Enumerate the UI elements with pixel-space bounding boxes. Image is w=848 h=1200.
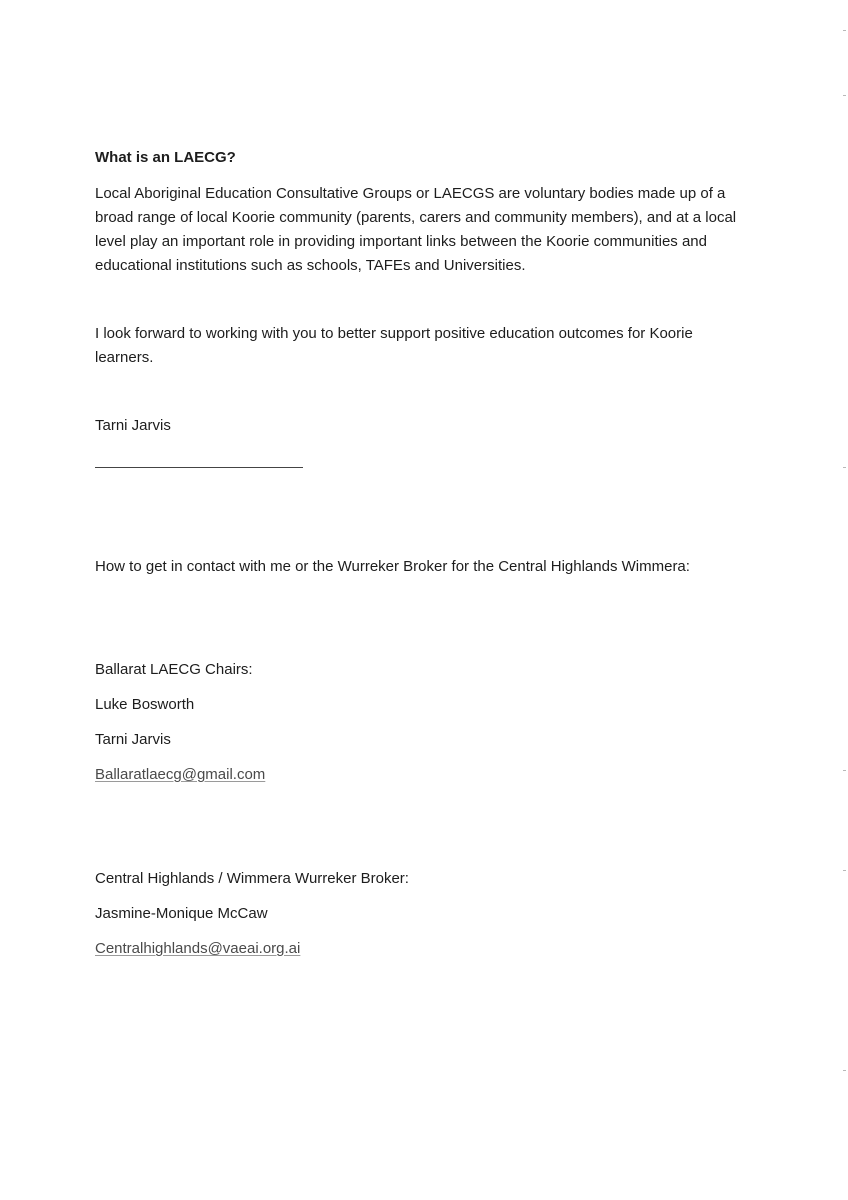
laecg-description-paragraph: Local Aboriginal Education Consultative Groups or LAECGS are voluntary bodies made up of a broad range of local Koorie community (parents, carers and community members), and at a local level play an important role in providing important links between the Koorie communities and educational institutions such as schools, TAFEs and Universities. bbox=[95, 185, 737, 274]
ballarat-email-link[interactable]: Ballaratlaecg@gmail.com bbox=[95, 766, 266, 783]
broker-name: Jasmine-Monique McCaw bbox=[95, 905, 268, 922]
ballarat-chair-name: Luke Bosworth bbox=[95, 696, 195, 713]
scan-edge-mark bbox=[843, 30, 846, 31]
scan-edge-mark bbox=[843, 870, 846, 871]
broker-email-link[interactable]: Centralhighlands@vaeai.org.ai bbox=[95, 940, 301, 957]
scan-edge-mark bbox=[843, 1070, 846, 1071]
scan-edge-mark bbox=[843, 467, 846, 468]
closing-paragraph: I look forward to working with you to better support positive education outcomes for Koorie learners. bbox=[95, 325, 693, 366]
ballarat-chairs-title: Ballarat LAECG Chairs: bbox=[95, 661, 253, 678]
ballarat-chair-name: Tarni Jarvis bbox=[95, 731, 171, 748]
scan-edge-mark bbox=[843, 95, 846, 96]
scan-edge-mark bbox=[843, 770, 846, 771]
section-heading: What is an LAECG? bbox=[95, 149, 236, 166]
signature-line bbox=[95, 467, 303, 468]
signer-name: Tarni Jarvis bbox=[95, 417, 171, 434]
broker-title: Central Highlands / Wimmera Wurreker Broker: bbox=[95, 870, 409, 887]
contact-intro-text: How to get in contact with me or the Wurreker Broker for the Central Highlands Wimmera: bbox=[95, 558, 690, 575]
